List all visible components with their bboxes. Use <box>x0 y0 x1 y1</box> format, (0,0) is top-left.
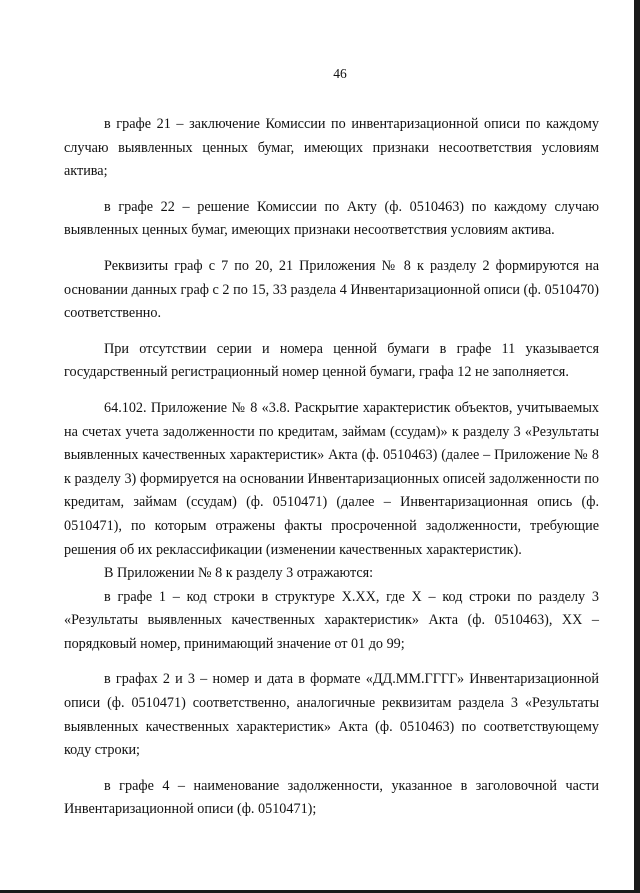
document-body <box>64 113 599 822</box>
paragraph-column-1: в графе 1 – код строки в структуре Х.ХХ, где Х – код строки по разделу 3 «Результаты выявленных качественных характеристик» Акта (ф. 0510463), ХХ – порядковый номер, принимающий значение от 01 до 99; <box>64 588 599 652</box>
paragraph-column-21: в графе 21 – заключение Комиссии по инвентаризационной описи по каждому случаю выявленных ценных бумаг, имеющих признаки несоответствия условиям актива; <box>64 116 599 180</box>
scan-edge-right <box>634 0 640 893</box>
paragraph-columns-2-3: в графах 2 и 3 – номер и дата в формате «ДД.ММ.ГГГГ» Инвентаризационной описи (ф. 0510471) соответственно, аналогичные реквизитам раздела 3 «Результаты выявленных качественных характеристик» Акта (ф. 0510463) по соответствующему коду строки; <box>64 671 599 759</box>
paragraph-column-22: в графе 22 – решение Комиссии по Акту (ф. 0510463) по каждому случаю выявленных ценных бумаг, имеющих признаки несоответствия условиям актива. <box>64 198 599 239</box>
page-number: 46 <box>333 66 347 81</box>
paragraph-64-102: 64.102. Приложение № 8 «3.8. Раскрытие характеристик объектов, учитываемых на счетах учета задолженности по кредитам, займам (ссудам)» к разделу 3 «Результаты выявленных качественных характеристик» Акта (ф. 0510463) (далее – Приложение № 8 к разделу 3) формируется на основании Инвентаризационных описей задолженности по кредитам, займам (ссудам) (ф. 0510471) (далее – Инвентаризационная опись (ф. 0510471), по которым отражены факты просроченной задолженности, требующие решения об их реклассификации (изменении качественных характеристик). <box>64 399 599 558</box>
paragraph-no-series: При отсутствии серии и номера ценной бумаги в графе 11 указывается государственный регистрационный номер ценной бумаги, графа 12 не заполняется. <box>64 340 599 381</box>
paragraph-appendix-intro: В Приложении № 8 к разделу 3 отражаются: <box>104 565 374 582</box>
paragraph-requisites: Реквизиты граф с 7 по 20, 21 Приложения № 8 к разделу 2 формируются на основании данных граф с 2 по 15, 33 раздела 4 Инвентаризационной описи (ф. 0510470) соответственно. <box>64 257 599 322</box>
paragraph-column-4: в графе 4 – наименование задолженности, указанное в заголовочной части Инвентаризационной описи (ф. 0510471); <box>64 777 599 818</box>
